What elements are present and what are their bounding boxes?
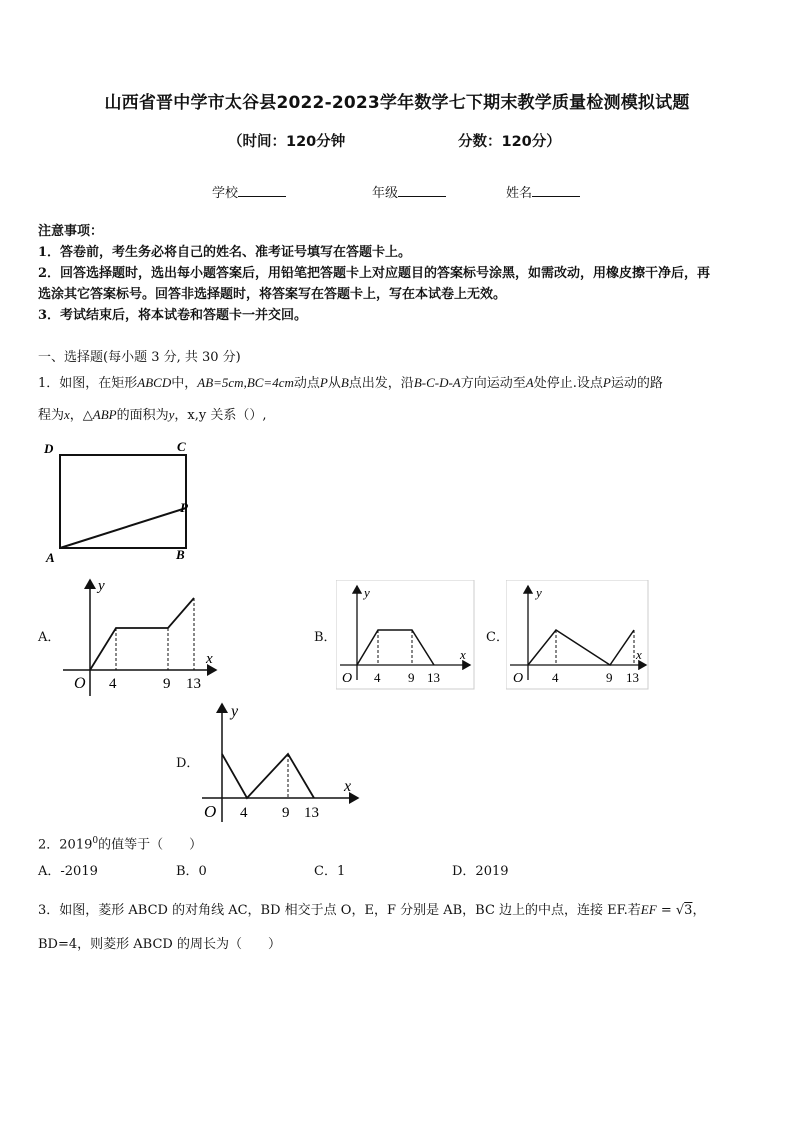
- notice-item: 3．考试结束后，将本试卷和答题卡一并交回。: [38, 308, 308, 323]
- notice-item: 选涂其它答案标号。回答非选择题时，将答案写在答题卡上，写在本试卷上无效。: [38, 287, 507, 302]
- tick-label: 9: [606, 670, 613, 685]
- option-b-label[interactable]: B．: [314, 630, 337, 645]
- graph-option-a[interactable]: [58, 576, 220, 698]
- graph-option-b[interactable]: [336, 580, 476, 690]
- page-title: 山西省晋中学市太谷县2022-2023学年数学七下期末教学质量检测模拟试题: [104, 93, 690, 113]
- label-b: B: [176, 547, 185, 562]
- q2-option-c[interactable]: C．1: [314, 864, 346, 879]
- q2-stem: 2．2019$^0$的值等于（ ）: [38, 836, 203, 853]
- graph-line: [90, 598, 194, 670]
- origin-label: O: [74, 675, 86, 692]
- tick-label: 4: [374, 670, 381, 685]
- y-label: y: [364, 585, 370, 600]
- graph-option-d[interactable]: [198, 700, 362, 824]
- origin-label: O: [204, 802, 217, 821]
- x-label: x: [344, 778, 352, 795]
- tick-label: 4: [552, 670, 559, 685]
- sqrt-icon: √: [675, 903, 685, 918]
- label-p: P: [180, 500, 188, 515]
- q1-stem-line1: 1．如图，在矩形ABCD中，AB=5cm,BC=4cm动点P从B点出发，沿B-C-D-A方向运动至A处停止.设点P运动的路: [38, 375, 663, 391]
- tick-label: 13: [427, 670, 440, 685]
- name-label: 姓名: [506, 186, 533, 201]
- q3-stem-line2: BD=4，则菱形 ABCD 的周长为（ ）: [38, 937, 281, 952]
- y-label: y: [536, 585, 542, 600]
- grade-field: [372, 182, 446, 201]
- section-heading: 一、选择题(每小题 3 分, 共 30 分): [38, 350, 241, 365]
- tick-label: 9: [163, 676, 171, 692]
- school-blank[interactable]: [238, 184, 286, 197]
- exam-time: （时间：120分钟: [228, 134, 346, 150]
- q3-stem-line1: 3．如图，菱形 ABCD 的对角线 AC，BD 相交于点 O，E，F 分别是 AB，BC 边上的中点，连接 EF.若EF = √3，: [38, 902, 706, 918]
- tick-label: 4: [240, 805, 248, 821]
- exam-score: 分数：120分）: [458, 134, 561, 150]
- origin-label: O: [513, 671, 524, 686]
- graph-line: [222, 754, 314, 798]
- tick-label: 4: [109, 676, 117, 692]
- option-a-label[interactable]: A．: [38, 630, 61, 645]
- name-blank[interactable]: [532, 184, 580, 197]
- grade-blank[interactable]: [398, 184, 446, 197]
- notice-item: 2．回答选择题时，选出每小题答案后，用铅笔把答题卡上对应题目的答案标号涂黑，如需改动，用橡皮擦干净后，再: [38, 266, 711, 281]
- q2-option-b[interactable]: B．0: [176, 864, 207, 879]
- label-d: D: [44, 441, 54, 456]
- graph-option-c[interactable]: [506, 580, 649, 690]
- label-a: A: [46, 550, 55, 565]
- rectangle-figure: [36, 434, 206, 574]
- q1-stem-line2: 程为x，△ABP的面积为y，x,y 关系（）,: [38, 407, 267, 423]
- school-label: 学校: [212, 186, 239, 201]
- x-label: x: [206, 651, 213, 667]
- q2-option-a[interactable]: A．-2019: [38, 864, 98, 879]
- label-c: C: [177, 439, 186, 454]
- segment-ap: [60, 508, 186, 548]
- tick-label: 13: [626, 670, 639, 685]
- tick-label: 13: [304, 805, 319, 821]
- tick-label: 13: [186, 676, 201, 692]
- graph-line: [357, 630, 434, 665]
- school-field: [212, 182, 286, 201]
- rectangle-abcd: [60, 455, 186, 548]
- y-label: y: [231, 703, 239, 720]
- name-field: [506, 182, 580, 201]
- notice-item: 1．答卷前，考生务必将自己的姓名、准考证号填写在答题卡上。: [38, 245, 412, 260]
- option-c-label[interactable]: C．: [486, 630, 509, 645]
- tick-label: 9: [282, 805, 290, 821]
- tick-label: 9: [408, 670, 415, 685]
- option-d-label[interactable]: D．: [176, 756, 200, 771]
- graph-line: [528, 630, 634, 665]
- y-label: y: [98, 578, 105, 594]
- grade-label: 年级: [372, 186, 399, 201]
- x-label: x: [460, 647, 466, 662]
- origin-label: O: [342, 671, 353, 686]
- x-label: x: [636, 647, 642, 662]
- notice-heading: 注意事项：: [38, 224, 104, 239]
- q2-option-d[interactable]: D．2019: [452, 864, 509, 879]
